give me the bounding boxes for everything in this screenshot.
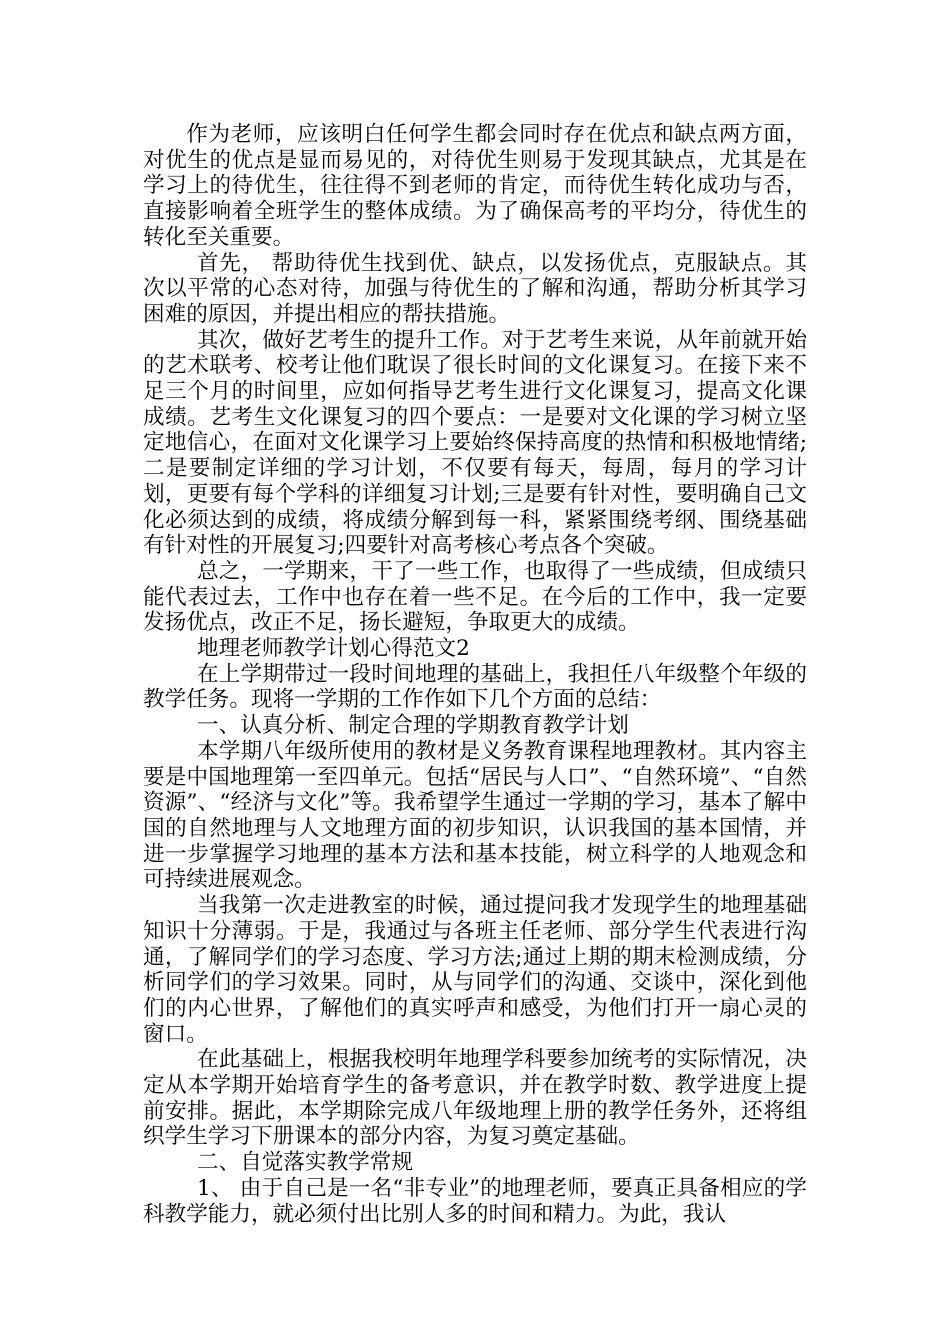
paragraph-poor-student-transformation: 作为老师，应该明白任何学生都会同时存在优点和缺点两方面，对优生的优点是显而易见的，对待优生则易于发现其缺点，尤其是在学习上的待优生，往往得不到老师的肯定，而待优生转化成功与否，直接影响着全班学生的整体成绩。为了确保高考的平均分，待优生的转化至关重要。 <box>143 122 807 250</box>
document-page <box>143 122 807 1227</box>
paragraph-grade-eight-duty: 在上学期带过一段时间地理的基础上，我担任八年级整个年级的教学任务。现将一学期的工作作如下几个方面的总结： <box>143 661 807 713</box>
paragraph-first-help-poor-students: 首先， 帮助待优生找到优、缺点，以发扬优点，克服缺点。其次以平常的心态对待，加强与待优生的了解和沟通，帮助分析其学习困难的原因，并提出相应的帮扶措施。 <box>143 250 807 327</box>
paragraph-art-exam-students: 其次，做好艺考生的提升工作。对于艺考生来说，从年前就开始的艺术联考、校考让他们耽误了很长时间的文化课复习。在接下来不足三个月的时间里，应如何指导艺考生进行文化课复习，提高文化课成绩。艺考生文化课复习的四个要点：一是要对文化课的学习树立坚定地信心，在面对文化课学习上要始终保持高度的热情和积极地情绪;二是要制定详细的学习计划，不仅要有每天，每周，每月的学习计划，更要有每个学科的详细复习计划;三是要有针对性，要明确自己文化必须达到的成绩，将成绩分解到每一科，紧紧围绕考纲、围绕基础有针对性的开展复习;四要针对高考核心考点各个突破。 <box>143 327 807 559</box>
paragraph-non-specialist-teacher: 1、 由于自己是一名“非专业”的地理老师，要真正具备相应的学科教学能力，就必须付出比别人多的时间和精力。为此，我认 <box>143 1175 807 1227</box>
paragraph-first-class: 当我第一次走进教室的时候，通过提问我才发现学生的地理基础知识十分薄弱。于是，我通过与各班主任老师、部分学生代表进行沟通，了解同学们的学习态度、学习方法;通过上期的期末检测成绩，分析同学们的学习效果。同时，从与同学们的沟通、交谈中，深化到他们的内心世界，了解他们的真实呼声和感受，为他们打开一扇心灵的窗口。 <box>143 893 807 1047</box>
paragraph-summary: 总之，一学期来，干了一些工作，也取得了一些成绩，但成绩只能代表过去，工作中也存在着一些不足。在今后的工作中，我一定要发扬优点，改正不足，扬长避短，争取更大的成绩。 <box>143 558 807 636</box>
section-heading-sample-2: 地理老师教学计划心得范文2 <box>197 636 470 662</box>
heading-teaching-routine: 二、自觉落实教学常规 <box>197 1150 413 1176</box>
paragraph-textbook-content: 本学期八年级所使用的教材是义务教育课程地理教材。其内容主要是中国地理第一至四单元。包括“居民与人口”、“自然环境”、“自然资源”、“经济与文化”等。我希望学生通过一学期的学习，基本了解中国的自然地理与人文地理方面的初步知识，认识我国的基本国情，并进一步掌握学习地理的基本方法和基本技能，树立科学的人地观念和可持续进展观念。 <box>143 738 807 893</box>
heading-teaching-plan: 一、认真分析、制定合理的学期教育教学计划 <box>197 713 629 739</box>
paragraph-exam-preparation: 在此基础上，根据我校明年地理学科要参加统考的实际情况，决定从本学期开始培育学生的备考意识，并在教学时数、教学进度上提前安排。据此，本学期除完成八年级地理上册的教学任务外，还将组织学生学习下册课本的部分内容，为复习奠定基础。 <box>143 1047 807 1150</box>
